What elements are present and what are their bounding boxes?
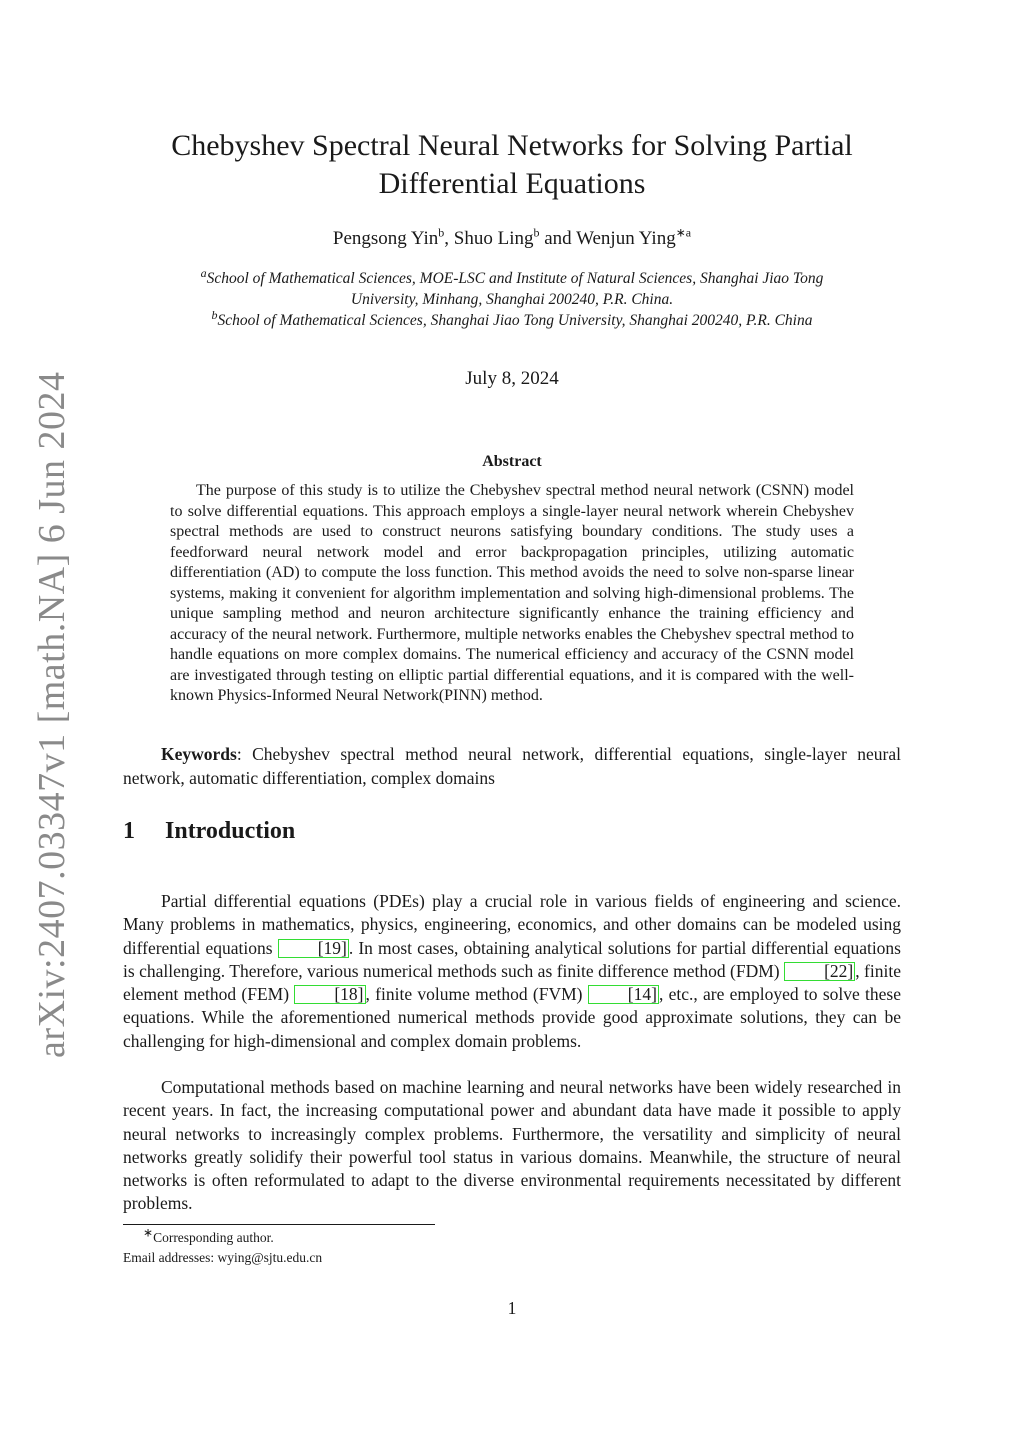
section-title: Introduction	[165, 818, 296, 844]
abstract-heading: Abstract	[482, 453, 542, 470]
footnote-email: Email addresses: wying@sjtu.edu.cn	[123, 1250, 323, 1265]
affiliation-text: University, Minhang, Shanghai 200240, P.R. China.	[350, 291, 674, 308]
citation-link[interactable]: [18]	[294, 985, 365, 1004]
paragraph-text: , etc., are employed to solve these equations. While the aforementioned numerical methods provide good approximate solutions, they can be challenging for high-dimensional and complex domain problems.	[123, 984, 901, 1051]
affiliation-text: School of Mathematical Sciences, MOE-LSC and Institute of Natural Sciences, Shanghai Jiao Tong	[206, 270, 824, 287]
title-line-2: Differential Equations	[378, 167, 646, 200]
publication-date: July 8, 2024	[465, 368, 559, 389]
affiliation-text: School of Mathematical Sciences, Shanghai Jiao Tong University, Shanghai 200240, P.R. China	[217, 312, 813, 329]
paper-title	[120, 127, 904, 203]
affil-mark: a	[200, 265, 207, 280]
keywords-text: : Chebyshev spectral method neural network, differential equations, single-layer neural network, automatic differentiation, complex domains	[123, 744, 901, 788]
author-name: Shuo Ling	[453, 228, 534, 249]
footnote-mark: ∗	[143, 1225, 154, 1240]
affiliation-a	[120, 265, 904, 310]
intro-paragraph-2: Computational methods based on machine learning and neural networks have been widely researched in recent years. In fact, the increasing computational power and abundant data have made it possible to apply neural networks to increasingly complex problems. Furthermore, the versatility and simplicity of neural networks greatly solidify their powerful tool status in various domains. Meanwhile, the structure of neural networks is often reformulated to adapt to the diverse environmental requirements necessitated by different problems.	[123, 1077, 901, 1214]
author-name: Wenjun Ying	[576, 228, 676, 249]
footnote-divider	[123, 1224, 435, 1225]
author-separator: and	[539, 228, 577, 249]
footnote-corresponding	[143, 1225, 274, 1246]
citation-link[interactable]: [22]	[784, 962, 855, 981]
section-heading-introduction	[123, 818, 295, 845]
author-affil-mark: b	[438, 225, 445, 240]
section-number: 1	[123, 818, 135, 844]
abstract-body: The purpose of this study is to utilize the Chebyshev spectral method neural network (CSNN) model to solve differential equations. This approach employs a single-layer neural network wherein Chebyshev spectral methods are used to construct neurons satisfying boundary conditions. The study uses a feedforward neural network model and error backpropagation principles, utilizing automatic differentiation (AD) to compute the loss function. This method avoids the need to solve non-sparse linear systems, making it convenient for algorithm implementation and solving high-dimensional problems. The unique sampling method and neuron architecture significantly enhance the training efficiency and accuracy of the neural network. Furthermore, multiple networks enables the Chebyshev spectral method to handle equations on more complex domains. The numerical efficiency and accuracy of the CSNN model are investigated through testing on elliptic partial differential equations, and it is compared with the well-known Physics-Informed Neural Network(PINN) method.	[170, 482, 854, 704]
keywords-paragraph	[123, 743, 901, 790]
author-affil-mark: b	[533, 225, 540, 240]
paragraph-text: , finite element method (FEM)	[123, 960, 901, 1005]
paragraph-text: , finite volume method (FVM)	[365, 984, 588, 1005]
citation-link[interactable]: [14]	[588, 985, 659, 1004]
arxiv-identifier-stamp: arXiv:2407.03347v1 [math.NA] 6 Jun 2024	[31, 371, 73, 1058]
author-affil-mark: ∗a	[675, 225, 692, 240]
author-name: Pengsong Yin	[332, 228, 439, 249]
author-list	[120, 225, 904, 250]
paragraph-text: Partial differential equations (PDEs) play a crucial role in various fields of engineering and science. Many problems in mathematics, physics, engineering, economics, and other domains can be modeled using differential equations	[123, 891, 901, 958]
title-line-1: Chebyshev Spectral Neural Networks for Solving Partial	[171, 129, 853, 162]
keywords-label: Keywords	[161, 744, 237, 764]
author-separator: ,	[444, 228, 454, 249]
intro-paragraph-1	[123, 890, 901, 1053]
footnote-text: Corresponding author.	[153, 1230, 274, 1245]
paragraph-text: . In most cases, obtaining analytical solutions for partial differential equations is challenging. Therefore, various numerical methods such as finite difference method (FDM)	[123, 937, 901, 981]
page-number: 1	[507, 1298, 517, 1318]
affil-mark: b	[211, 307, 218, 322]
citation-link[interactable]: [19]	[278, 939, 349, 958]
affiliation-b	[120, 307, 904, 331]
